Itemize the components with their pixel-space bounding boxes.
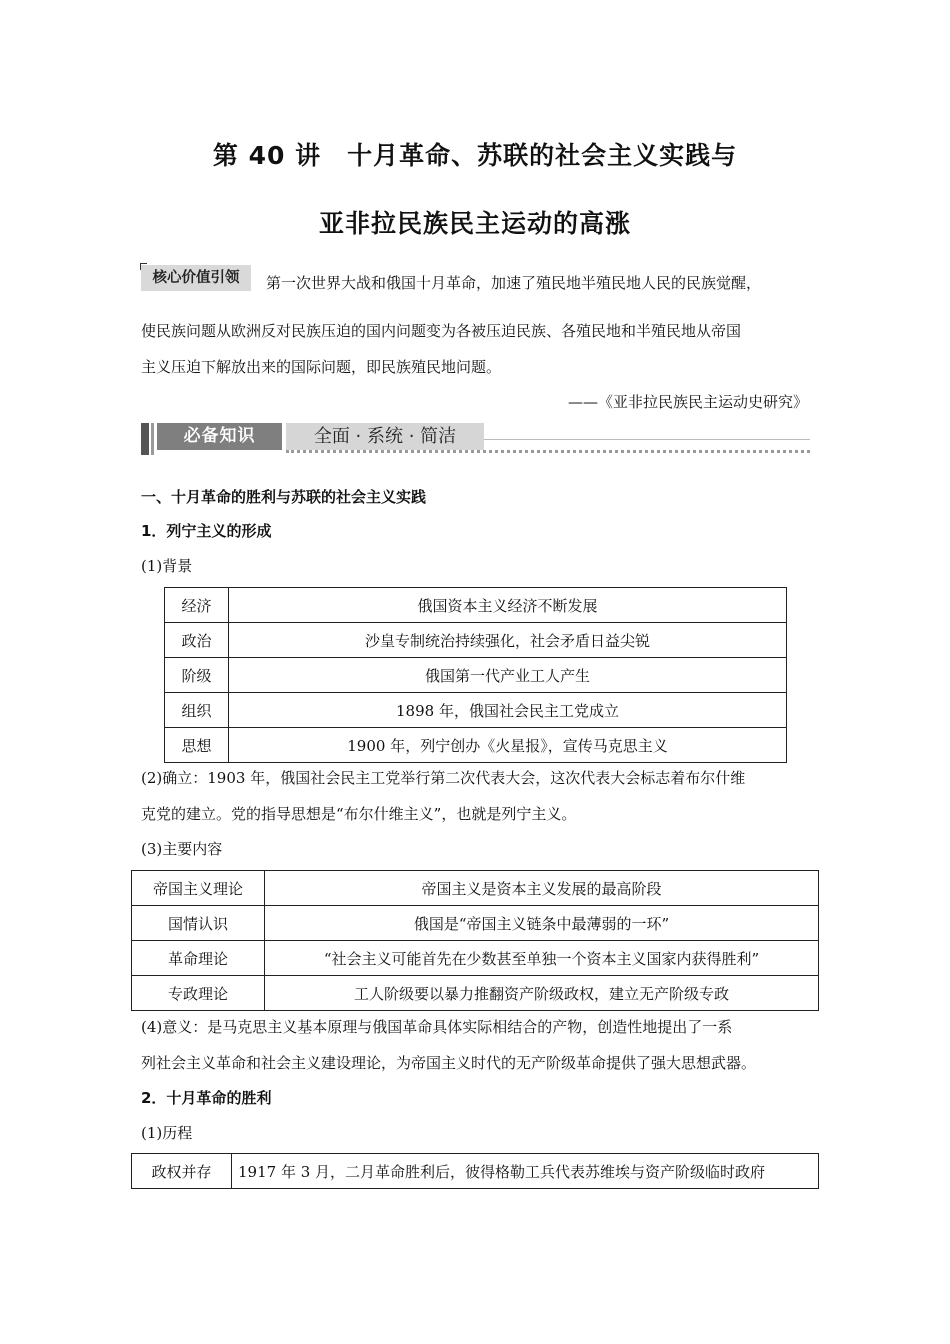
banner-rule [484,439,810,440]
intro-source: ——《亚非拉民族民主运动史研究》 [568,393,809,411]
banner-bar [141,423,149,455]
table-key: 经济 [165,588,229,623]
table-value: 帝国主义是资本主义发展的最高阶段 [265,871,819,906]
section-heading: 一、十月革命的胜利与苏联的社会主义实践 [141,488,427,506]
table-row [132,906,819,941]
content-table [131,870,819,1011]
table-row [132,871,819,906]
table-key: 专政理论 [132,976,265,1011]
table-key: 阶级 [165,658,229,693]
table-value: 俄国第一代产业工人产生 [229,658,787,693]
table-row [132,1154,819,1189]
establish-line-2: 克党的建立。党的指导思想是“布尔什维主义”，也就是列宁主义。 [141,805,577,823]
meaning-line-1: (4)意义：是马克思主义基本原理与俄国革命具体实际相结合的产物，创造性地提出了一系 [141,1018,733,1036]
subheading-october-revolution: 2．十月革命的胜利 [141,1089,272,1107]
process-label: (1)历程 [141,1124,193,1142]
table-row [165,693,787,728]
table-value: 沙皇专制统治持续强化，社会矛盾日益尖锐 [229,623,787,658]
table-key: 组织 [165,693,229,728]
table-value: “社会主义可能首先在少数甚至单独一个资本主义国家内获得胜利” [265,941,819,976]
table-key: 帝国主义理论 [132,871,265,906]
table-row [165,728,787,763]
banner-sub-label: 全面 · 系统 · 简洁 [286,423,484,450]
banner-dotted-rule [286,450,810,453]
core-value-tag: 核心价值引领 [141,265,251,291]
table-value: 1898 年，俄国社会民主工党成立 [229,693,787,728]
intro-line-3: 主义压迫下解放出来的国际问题，即民族殖民地问题。 [141,358,502,376]
banner-main-label: 必备知识 [157,423,282,450]
background-label: (1)背景 [141,557,193,575]
table-key: 政治 [165,623,229,658]
table-row [132,941,819,976]
establish-line-1: (2)确立：1903 年，俄国社会民主工党举行第二次代表大会，这次代表大会标志着布尔什维 [141,769,746,787]
content-label: (3)主要内容 [141,840,223,858]
intro-line-2: 使民族问题从欧洲反对民族压迫的国内问题变为各被压迫民族、各殖民地和半殖民地从帝国 [141,322,742,340]
intro-line-1: 第一次世界大战和俄国十月革命，加速了殖民地半殖民地人民的民族觉醒， [266,274,762,292]
table-row [165,623,787,658]
table-row [165,658,787,693]
table-value: 1917 年 3 月，二月革命胜利后，彼得格勒工兵代表苏维埃与资产阶级临时政府 [232,1154,819,1189]
banner-bar-thin [151,423,154,455]
table-key: 国情认识 [132,906,265,941]
table-value: 俄国是“帝国主义链条中最薄弱的一环” [265,906,819,941]
table-row [132,976,819,1011]
process-table [131,1153,819,1189]
meaning-line-2: 列社会主义革命和社会主义建设理论，为帝国主义时代的无产阶级革命提供了强大思想武器。 [141,1054,757,1072]
page-title-line-2: 亚非拉民族民主运动的高涨 [318,209,631,238]
subheading-leninism: 1．列宁主义的形成 [141,522,272,540]
page-title-line-1: 第 40 讲 十月革命、苏联的社会主义实践与 [212,141,738,170]
table-value: 1900 年，列宁创办《火星报》，宣传马克思主义 [229,728,787,763]
background-table [164,587,787,763]
table-key: 革命理论 [132,941,265,976]
table-row [165,588,787,623]
table-value: 俄国资本主义经济不断发展 [229,588,787,623]
table-value: 工人阶级要以暴力推翻资产阶级政权，建立无产阶级专政 [265,976,819,1011]
table-key: 思想 [165,728,229,763]
table-key: 政权并存 [132,1154,232,1189]
